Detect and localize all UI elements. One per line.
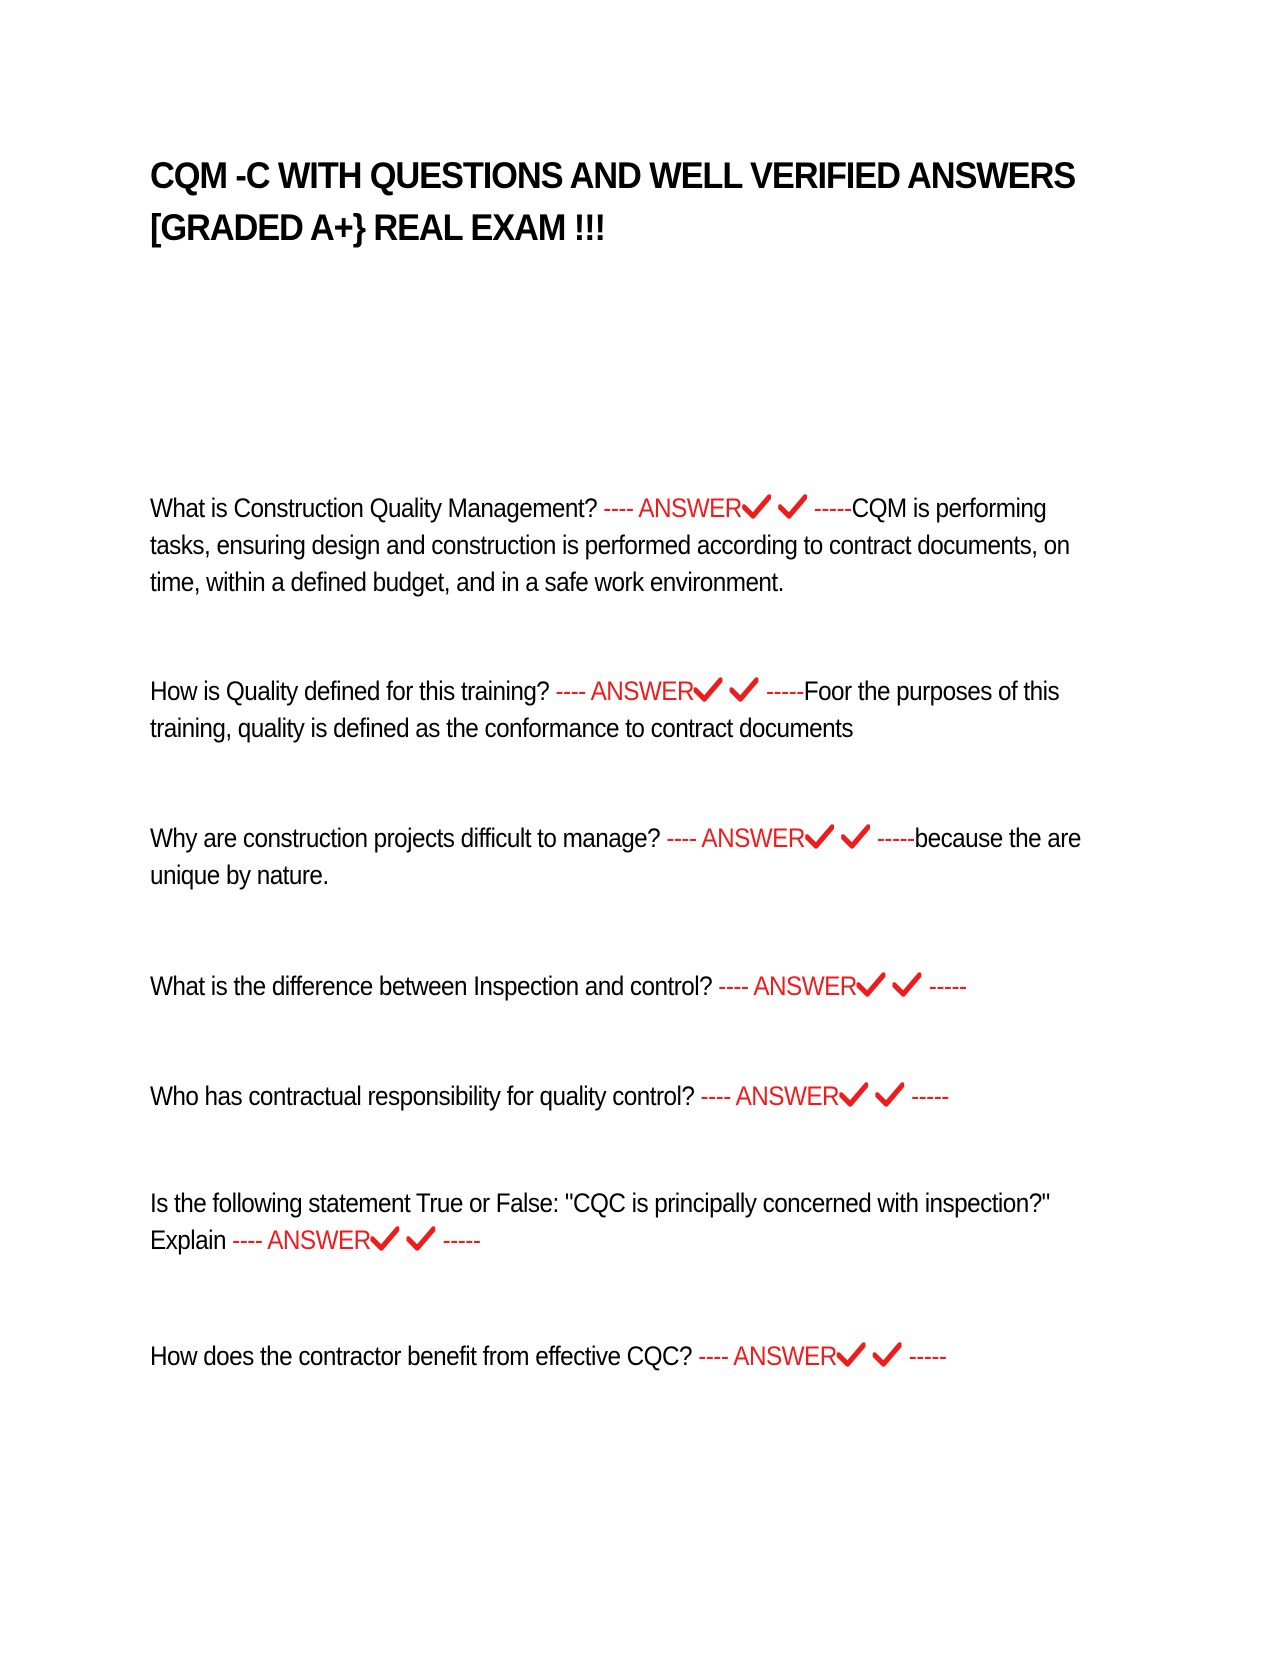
answer-suffix: ----- [908, 1341, 947, 1371]
answer-suffix: ----- [765, 676, 804, 706]
checkmark-icon [694, 677, 723, 703]
checkmark-icon [841, 824, 870, 850]
qa-second-line [150, 1222, 1041, 1259]
answer-text: because the are [914, 823, 1081, 853]
question-text: How is Quality defined for this training? [150, 676, 556, 706]
answer-suffix: ----- [928, 971, 967, 1001]
checkmark-icon [805, 824, 834, 850]
answer-marker [666, 823, 914, 853]
title-line-1: CQM -C WITH QUESTIONS AND WELL VERIFIED ANSWERS [150, 155, 1076, 196]
checkmark-icon [837, 1342, 866, 1368]
answer-prefix: ---- [698, 1341, 734, 1371]
checkmark-icon [742, 494, 771, 520]
question-text: Is the following statement True or False: "CQC is principally concerned with inspection?" [150, 1188, 1050, 1218]
qa-item [150, 968, 1041, 1005]
qa-item [150, 490, 1070, 601]
answer-label: ANSWER [753, 971, 857, 1001]
answer-label: ANSWER [590, 676, 694, 706]
question-text: What is the difference between Inspection and control? [150, 971, 719, 1001]
checkmark-icon [839, 1082, 868, 1108]
answer-suffix: ----- [442, 1225, 481, 1255]
question-text-continuation: Explain [150, 1225, 233, 1255]
answer-marker [603, 493, 851, 523]
answer-prefix: ---- [718, 971, 754, 1001]
checkmark-icon [371, 1226, 400, 1252]
answer-prefix: ---- [603, 493, 639, 523]
checkmark-icon [893, 972, 922, 998]
answer-marker [718, 971, 966, 1001]
question-text: How does the contractor benefit from effective CQC? [150, 1341, 699, 1371]
qa-first-line [150, 673, 1060, 710]
answer-label: ANSWER [701, 823, 805, 853]
qa-first-line [150, 1338, 1041, 1375]
answer-label: ANSWER [638, 493, 742, 523]
qa-item [150, 1078, 1041, 1115]
qa-first-line [150, 968, 1041, 1005]
answer-prefix: ---- [555, 676, 591, 706]
title-line-2: [GRADED A+} REAL EXAM !!! [150, 207, 605, 248]
answer-marker [701, 1081, 949, 1111]
checkmark-icon [857, 972, 886, 998]
qa-item [150, 1185, 1050, 1259]
question-text: Who has contractual responsibility for quality control? [150, 1081, 701, 1111]
answer-continuation: training, quality is defined as the conformance to contract documents [150, 713, 853, 743]
answer-label: ANSWER [735, 1081, 840, 1111]
answer-label: ANSWER [733, 1341, 837, 1371]
checkmark-icon [778, 494, 807, 520]
qa-item [150, 673, 1060, 747]
checkmark-icon [407, 1226, 436, 1252]
answer-prefix: ---- [232, 1225, 268, 1255]
answer-marker [555, 676, 803, 706]
qa-first-line [150, 490, 1047, 527]
answer-continuation: tasks, ensuring design and construction is performed according to contract documents, on [150, 530, 1070, 560]
qa-item [150, 1338, 1041, 1375]
qa-first-line [150, 1078, 1041, 1115]
answer-suffix: ----- [911, 1081, 949, 1111]
answer-suffix: ----- [876, 823, 915, 853]
document-title [150, 150, 1076, 254]
answer-continuation: time, within a defined budget, and in a safe work environment. [150, 567, 784, 597]
checkmark-icon [873, 1342, 902, 1368]
answer-prefix: ---- [666, 823, 702, 853]
answer-label: ANSWER [267, 1225, 371, 1255]
answer-text: Foor the purposes of this [803, 676, 1060, 706]
answer-continuation: unique by nature. [150, 860, 329, 890]
answer-marker [698, 1341, 946, 1371]
qa-item [150, 820, 1081, 894]
checkmark-icon [730, 677, 759, 703]
answer-suffix: ----- [813, 493, 852, 523]
answer-text: CQM is performing [851, 493, 1047, 523]
checkmark-icon [875, 1082, 904, 1108]
question-text: Why are construction projects difficult to manage? [150, 823, 667, 853]
answer-marker [232, 1225, 480, 1255]
question-text: What is Construction Quality Management? [150, 493, 604, 523]
qa-first-line [150, 820, 1081, 857]
answer-prefix: ---- [700, 1081, 736, 1111]
